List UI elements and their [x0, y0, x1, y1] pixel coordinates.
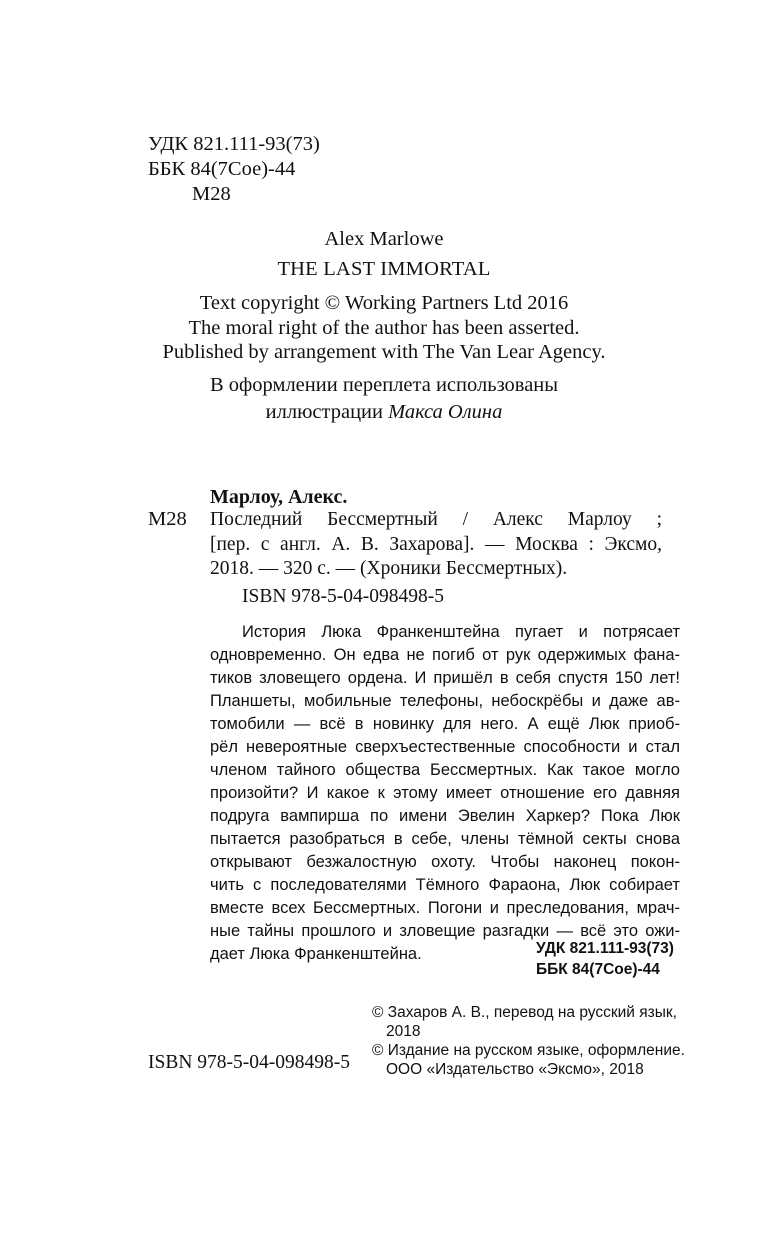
original-copyright-block [0, 291, 768, 365]
bib-description [210, 508, 662, 582]
author-sign: М28 [192, 183, 231, 205]
annotation [210, 621, 680, 966]
edition-copyright: © Издание на русском языке, оформление. [372, 1042, 685, 1059]
annotation-line: чить с последователями Тёмного Фараона, Люк собирает [210, 876, 680, 894]
annotation-line: рёл невероятные сверхъестественные способности и стал [210, 738, 680, 756]
annotation-line: вместе всех Бессмертных. Погони и преследования, мрач- [210, 899, 680, 917]
copyright-line: The moral right of the author has been asserted. [188, 316, 580, 339]
bib-line: [пер. с англ. А. В. Захарова]. — Москва : Эксмо, [210, 533, 662, 555]
classification-codes [148, 132, 320, 207]
annotation-line: томобили — всё в новинку для него. А ещё Люк приоб- [210, 715, 680, 733]
cover-design-line [0, 399, 768, 426]
footer-udk: УДК 821.111-93(73) [536, 940, 674, 957]
annotation-line: дает Люка Франкенштейна. [210, 945, 422, 963]
bib-author-sign: М28 [148, 508, 187, 530]
footer-bbk: ББК 84(7Сое)-44 [536, 961, 660, 978]
annotation-line: пытается разобраться в себе, члены тёмной секты снова [210, 830, 680, 848]
annotation-line: тиков зловещего ордена. И пришёл в себя спустя 150 лет! [210, 669, 680, 687]
translator-copyright-year: 2018 [386, 1023, 421, 1040]
annotation-line: одновременно. Он едва не погиб от рук одержимых фана- [210, 646, 680, 664]
annotation-line: произойти? И какое к этому имеет отношение его давняя [210, 784, 680, 802]
bib-line: Последний Бессмертный / Алекс Марлоу ; [210, 509, 662, 530]
annotation-line: открывают безжалостную охоту. Чтобы наконец покон- [210, 853, 680, 871]
bib-author-heading: Марлоу, Алекс. [210, 486, 348, 508]
translator-copyright: © Захаров А. В., перевод на русский язык, [372, 1004, 677, 1021]
original-title: THE LAST IMMORTAL [277, 258, 491, 280]
bottom-isbn: ISBN 978-5-04-098498-5 [148, 1052, 351, 1073]
cover-design-line: В оформлении переплета использованы [209, 374, 559, 396]
annotation-line: Планшеты, мобильные телефоны, небоскрёбы и даже ав- [210, 692, 680, 710]
bib-line: 2018. — 320 с. — (Хроники Бессмертных). [210, 558, 568, 579]
udk-code: УДК 821.111-93(73) [148, 133, 320, 155]
bbk-code: ББК 84(7Сое)-44 [148, 158, 296, 180]
cover-design-credit [0, 372, 768, 426]
illustrator-name: Макса Олина [388, 401, 503, 423]
annotation-line: подруга вампирша по имени Эвелин Харкер? Пока Люк [210, 807, 680, 825]
bib-isbn: ISBN 978-5-04-098498-5 [242, 586, 445, 607]
footer-codes [536, 938, 674, 980]
russian-copyrights [372, 1003, 685, 1079]
original-author: Alex Marlowe [324, 228, 444, 250]
copyright-line: Published by arrangement with The Van Lear Agency. [162, 341, 606, 363]
publisher-copyright: ООО «Издательство «Эксмо», 2018 [386, 1061, 644, 1078]
illustrations-prefix: иллюстрации [265, 401, 389, 423]
copyright-line: Text copyright © Working Partners Ltd 2016 [199, 292, 569, 314]
annotation-line: членом тайного общества Бессмертных. Как такое могло [210, 761, 680, 779]
annotation-line: ные тайны прошлого и зловещие разгадки — всё это ожи- [210, 922, 680, 940]
annotation-line: История Люка Франкенштейна пугает и потрясает [242, 623, 680, 641]
